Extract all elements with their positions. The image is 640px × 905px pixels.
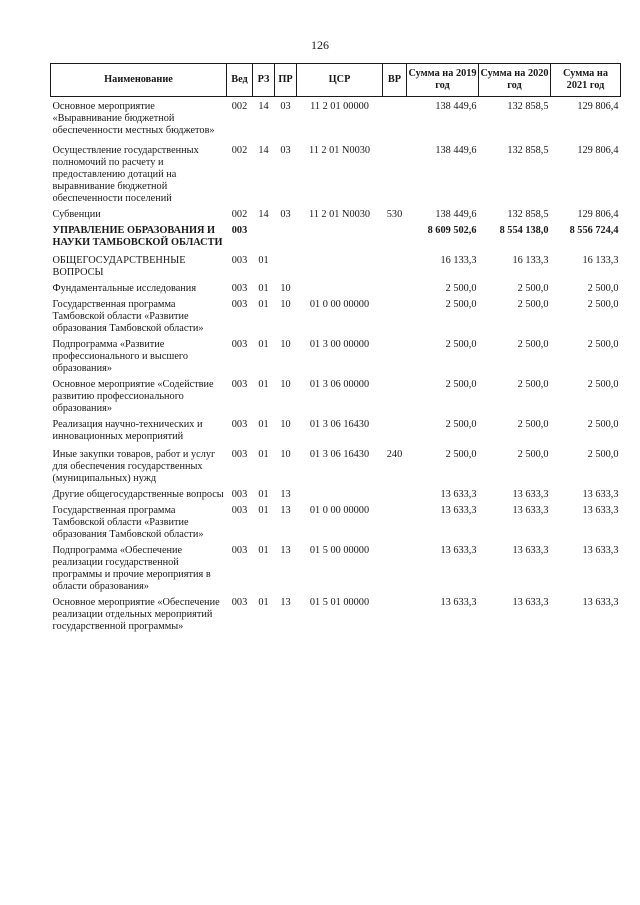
table-row [51, 375, 621, 415]
row-sum-2021: 2 500,0 [587, 379, 619, 390]
row-vr [383, 249, 407, 279]
row-pr [275, 221, 297, 249]
row-sum-2020: 13 633,3 [512, 489, 549, 500]
row-pr: 10 [280, 379, 291, 390]
row-sum-2021: 2 500,0 [587, 283, 619, 294]
row-pr: 03 [280, 209, 291, 220]
table-row [51, 593, 621, 633]
row-pr: 10 [280, 283, 291, 294]
row-rz: 01 [258, 449, 269, 460]
row-sum-2020: 132 858,5 [507, 101, 549, 112]
row-sum-2020: 2 500,0 [517, 299, 549, 310]
row-csr: 11 2 01 00000 [310, 101, 369, 112]
header-vr: ВР [383, 64, 407, 97]
table-row [51, 335, 621, 375]
row-csr: 01 3 06 16430 [309, 419, 370, 430]
row-ved: 002 [231, 145, 248, 156]
row-sum-2021: 129 806,4 [577, 101, 619, 112]
row-ved: 003 [231, 505, 248, 516]
row-ved: 003 [231, 379, 248, 390]
row-ved: 003 [231, 489, 248, 500]
row-sum-2020: 13 633,3 [512, 597, 549, 608]
row-ved: 003 [231, 339, 248, 350]
table-row [51, 249, 621, 279]
row-rz: 01 [258, 339, 269, 350]
row-csr: 01 3 06 16430 [309, 449, 370, 460]
row-sum-2019: 2 500,0 [445, 339, 477, 350]
table-row [51, 137, 621, 205]
header-sum-2021: Сумма на 2021 год [551, 64, 621, 97]
row-sum-2019: 16 133,3 [440, 255, 477, 266]
row-sum-2020: 2 500,0 [517, 283, 549, 294]
row-sum-2019: 13 633,3 [440, 489, 477, 500]
row-sum-2020: 2 500,0 [517, 379, 549, 390]
row-vr [383, 375, 407, 415]
row-sum-2019: 138 449,6 [435, 101, 477, 112]
row-sum-2021: 2 500,0 [587, 449, 619, 460]
row-vr: 240 [386, 449, 403, 460]
row-rz: 01 [258, 379, 269, 390]
row-vr [383, 295, 407, 335]
budget-table [50, 63, 621, 633]
row-pr: 10 [280, 419, 291, 430]
table-row [51, 97, 621, 138]
table-row [51, 279, 621, 295]
row-sum-2020: 2 500,0 [517, 419, 549, 430]
row-csr: 01 5 01 00000 [309, 597, 370, 608]
row-pr: 13 [280, 597, 291, 608]
row-rz: 01 [258, 299, 269, 310]
row-ved: 002 [231, 209, 248, 220]
row-sum-2020: 13 633,3 [512, 545, 549, 556]
row-vr [383, 97, 407, 138]
row-sum-2019: 2 500,0 [445, 283, 477, 294]
row-csr [297, 485, 383, 501]
row-pr [275, 249, 297, 279]
row-name: ОБЩЕГОСУДАРСТВЕННЫЕ ВОПРОСЫ [52, 255, 186, 278]
row-csr [297, 221, 383, 249]
row-ved: 003 [231, 225, 248, 236]
table-row [51, 415, 621, 443]
row-name: Другие общегосударственные вопросы [52, 489, 224, 500]
row-name: Основное мероприятие «Обеспечение реализации отдельных мероприятий государственной программы» [52, 597, 220, 632]
row-vr [383, 501, 407, 541]
row-sum-2021: 13 633,3 [582, 597, 619, 608]
row-name: Подпрограмма «Развитие профессионального и высшего образования» [52, 339, 189, 374]
row-sum-2019: 138 449,6 [435, 145, 477, 156]
row-sum-2019: 8 609 502,6 [427, 225, 477, 236]
row-csr [297, 249, 383, 279]
row-csr: 11 2 01 N0030 [308, 209, 371, 220]
row-csr: 11 2 01 N0030 [308, 145, 371, 156]
row-sum-2021: 16 133,3 [582, 255, 619, 266]
row-rz: 01 [258, 505, 269, 516]
row-rz: 01 [258, 597, 269, 608]
table-row [51, 221, 621, 249]
row-sum-2020: 132 858,5 [507, 209, 549, 220]
row-sum-2019: 2 500,0 [445, 419, 477, 430]
row-name: Основное мероприятие «Выравнивание бюджетной обеспеченности местных бюджетов» [52, 101, 215, 136]
row-rz: 14 [258, 145, 269, 156]
row-sum-2020: 16 133,3 [512, 255, 549, 266]
row-sum-2021: 2 500,0 [587, 299, 619, 310]
row-name: Субвенции [52, 209, 101, 220]
row-csr: 01 0 00 00000 [309, 299, 370, 310]
row-sum-2021: 129 806,4 [577, 145, 619, 156]
header-sum-2020: Сумма на 2020 год [479, 64, 551, 97]
row-rz: 01 [258, 283, 269, 294]
table-row [51, 205, 621, 221]
row-name: Государственная программа Тамбовской области «Развитие образования Тамбовской области» [52, 299, 204, 334]
row-ved: 003 [231, 283, 248, 294]
row-sum-2019: 2 500,0 [445, 379, 477, 390]
row-sum-2020: 132 858,5 [507, 145, 549, 156]
row-sum-2021: 13 633,3 [582, 489, 619, 500]
row-rz: 14 [258, 101, 269, 112]
table-row [51, 443, 621, 485]
header-ved: Вед [227, 64, 253, 97]
row-pr: 10 [280, 299, 291, 310]
row-vr [383, 541, 407, 593]
row-sum-2019: 13 633,3 [440, 545, 477, 556]
row-ved: 003 [231, 419, 248, 430]
row-sum-2020: 8 554 138,0 [499, 225, 549, 236]
page-number: 126 [311, 38, 329, 52]
row-sum-2019: 138 449,6 [435, 209, 477, 220]
row-sum-2020: 2 500,0 [517, 339, 549, 350]
row-vr [383, 485, 407, 501]
row-name: Основное мероприятие «Содействие развитию профессионального образования» [52, 379, 214, 414]
row-csr: 01 0 00 00000 [309, 505, 370, 516]
row-rz: 01 [258, 489, 269, 500]
row-sum-2021: 13 633,3 [582, 505, 619, 516]
row-sum-2019: 13 633,3 [440, 597, 477, 608]
row-name: Фундаментальные исследования [52, 283, 197, 294]
table-row [51, 485, 621, 501]
table-row [51, 501, 621, 541]
header-csr: ЦСР [297, 64, 383, 97]
row-ved: 003 [231, 545, 248, 556]
row-pr: 13 [280, 505, 291, 516]
row-name: УПРАВЛЕНИЕ ОБРАЗОВАНИЯ И НАУКИ ТАМБОВСКОЙ ОБЛАСТИ [52, 225, 223, 248]
row-pr: 03 [280, 145, 291, 156]
row-sum-2020: 13 633,3 [512, 505, 549, 516]
header-sum-2019: Сумма на 2019 год [407, 64, 479, 97]
row-ved: 003 [231, 449, 248, 460]
row-rz: 01 [258, 419, 269, 430]
row-vr [383, 279, 407, 295]
row-rz: 01 [258, 545, 269, 556]
row-name: Реализация научно-технических и инновационных мероприятий [52, 419, 203, 442]
row-sum-2021: 8 556 724,4 [569, 225, 619, 236]
row-vr [383, 137, 407, 205]
row-sum-2021: 129 806,4 [577, 209, 619, 220]
row-pr: 13 [280, 489, 291, 500]
table-header [51, 64, 621, 97]
row-ved: 003 [231, 299, 248, 310]
row-rz: 01 [258, 255, 269, 266]
header-rz: РЗ [253, 64, 275, 97]
row-ved: 002 [231, 101, 248, 112]
row-csr: 01 5 00 00000 [309, 545, 370, 556]
row-ved: 003 [231, 255, 248, 266]
row-sum-2019: 2 500,0 [445, 299, 477, 310]
row-name: Государственная программа Тамбовской области «Развитие образования Тамбовской области» [52, 505, 204, 540]
row-sum-2020: 2 500,0 [517, 449, 549, 460]
row-sum-2019: 2 500,0 [445, 449, 477, 460]
row-name: Подпрограмма «Обеспечение реализации государственной программы и прочие мероприятия в области образования» [52, 545, 211, 592]
row-vr: 530 [386, 209, 403, 220]
row-rz [253, 221, 275, 249]
row-pr: 03 [280, 101, 291, 112]
row-rz: 14 [258, 209, 269, 220]
row-sum-2021: 2 500,0 [587, 419, 619, 430]
row-pr: 10 [280, 449, 291, 460]
row-sum-2021: 2 500,0 [587, 339, 619, 350]
row-vr [383, 593, 407, 633]
row-sum-2021: 13 633,3 [582, 545, 619, 556]
row-vr [383, 335, 407, 375]
table-row [51, 295, 621, 335]
row-csr: 01 3 00 00000 [309, 339, 370, 350]
row-sum-2019: 13 633,3 [440, 505, 477, 516]
row-ved: 003 [231, 597, 248, 608]
table-body [51, 97, 621, 634]
row-pr: 10 [280, 339, 291, 350]
row-vr [383, 415, 407, 443]
row-name: Осуществление государственных полномочий по расчету и предоставлению дотаций на выравнивание бюджетной обеспеченности поселений [52, 145, 199, 204]
row-name: Иные закупки товаров, работ и услуг для обеспечения государственных (муниципальных) нужд [52, 449, 216, 484]
table-row [51, 541, 621, 593]
header-name: Наименование [51, 64, 227, 97]
row-vr [383, 221, 407, 249]
row-csr: 01 3 06 00000 [309, 379, 370, 390]
header-pr: ПР [275, 64, 297, 97]
row-pr: 13 [280, 545, 291, 556]
row-csr [297, 279, 383, 295]
